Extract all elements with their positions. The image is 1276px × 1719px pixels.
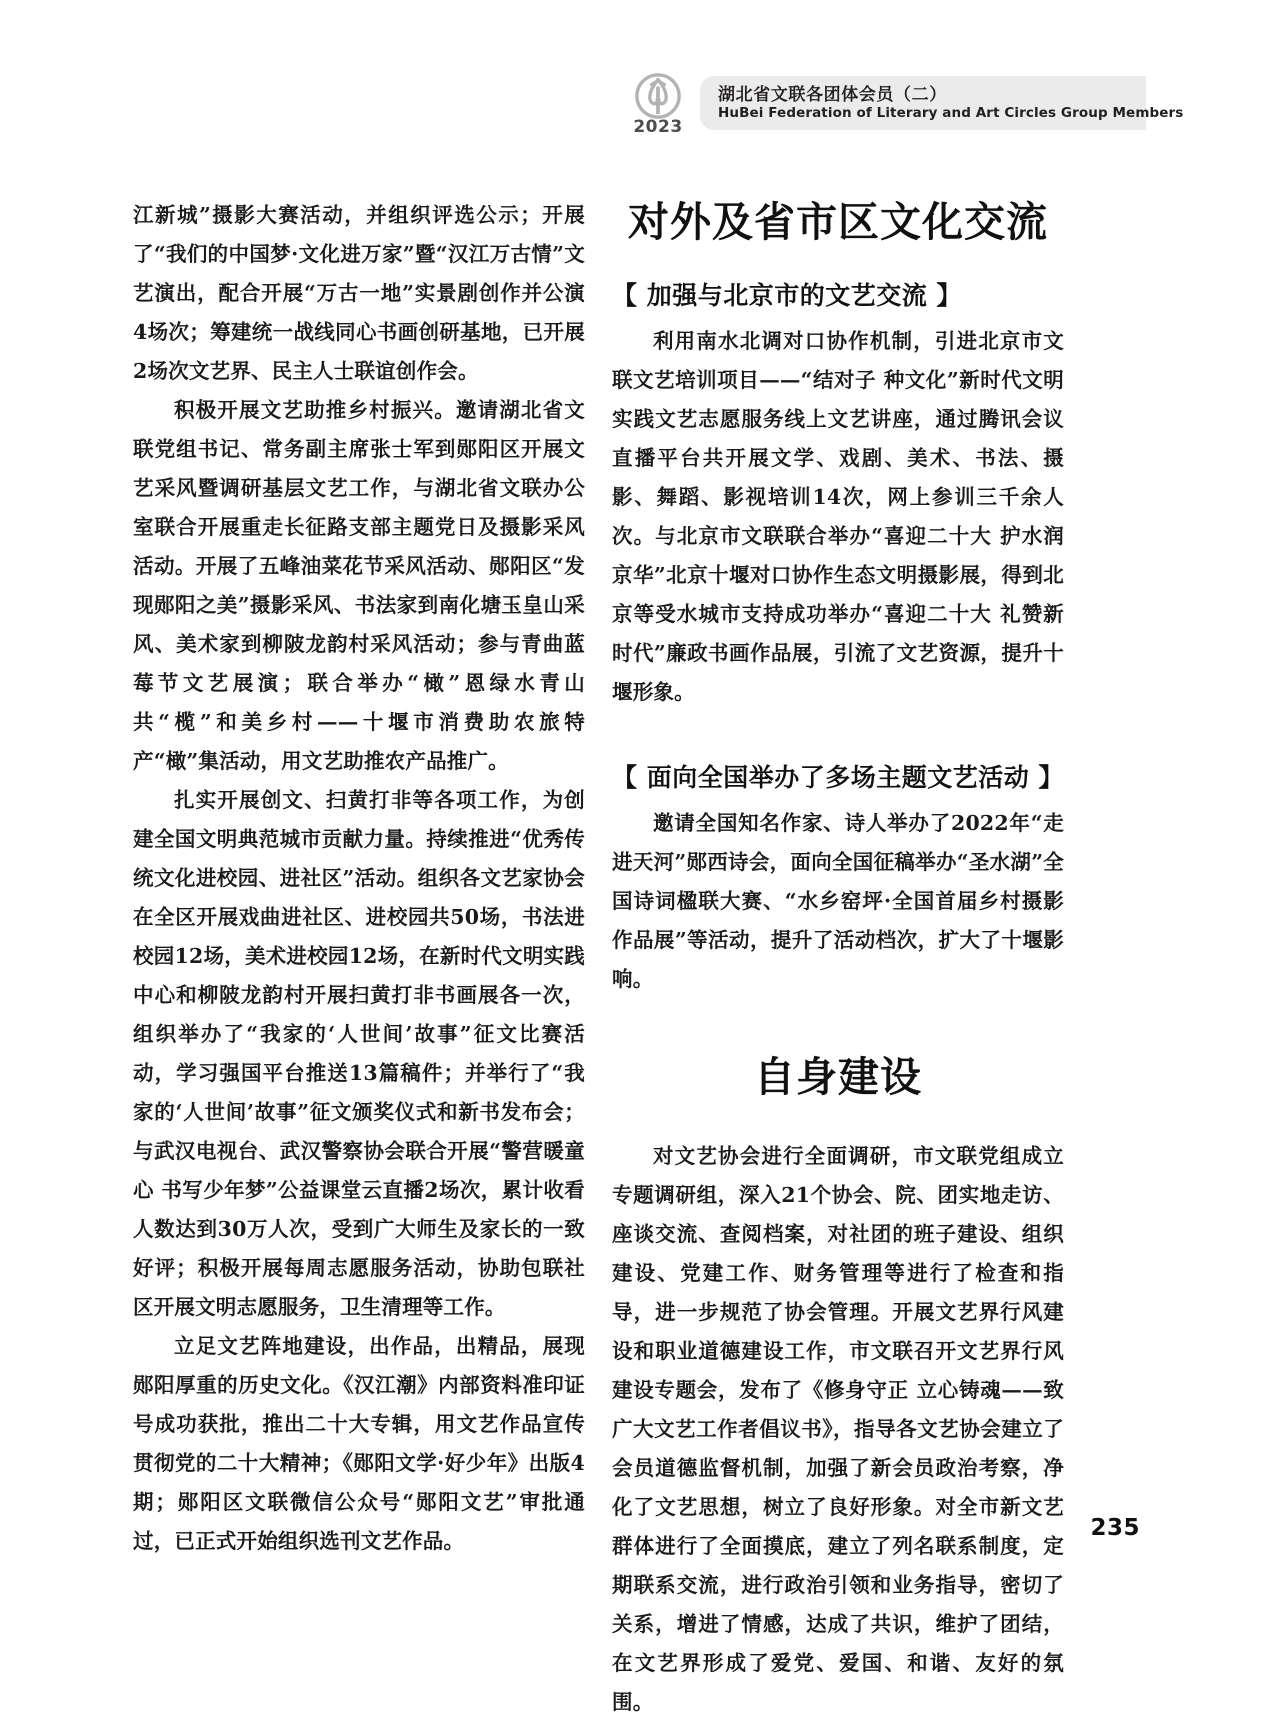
paragraph: 立足文艺阵地建设，出作品，出精品，展现郧阳厚重的历史文化。《汉江潮》内部资料准印证号成功获批，推出二十大专辑，用文艺作品宣传贯彻党的二十大精神；《郧阳文学·好少年》出版4期；郧阳区文联微信公众号“郧阳文艺”审批通过，已正式开始组织选刊文艺作品。 xyxy=(133,1334,585,1553)
header-logo xyxy=(626,72,696,138)
subsection-heading-beijing-exchange: 【 加强与北京市的文艺交流 】 xyxy=(612,281,962,310)
spacer xyxy=(612,712,1064,756)
paragraph: 对文艺协会进行全面调研，市文联党组成立专题调研组，深入21个协会、院、团实地走访、座谈交流、查阅档案，对社团的班子建设、组织建设、党建工作、财务管理等进行了检查和指导，进一步规范了协会管理。开展文艺界行风建设和职业道德建设工作，市文联召开文艺界行风建设专题会，发布了《修身守正 立心铸魂——致广大文艺工作者倡议书》，指导各文艺协会建立了会员道德监督机制，加强了新会员政治考察，净化了文艺思想，树立了良好形象。对全市新文艺群体进行了全面摸底，建立了列名联系制度，定期联系交流，进行政治引领和业务指导，密切了关系，增进了情感，达成了共识，维护了团结，在文艺界形成了爱党、爱国、和谐、友好的氛围。 xyxy=(612,1144,1064,1714)
paragraph: 积极开展文艺助推乡村振兴。邀请湖北省文联党组书记、常务副主席张士军到郧阳区开展文艺采风暨调研基层文艺工作，与湖北省文联办公室联合开展重走长征路支部主题党日及摄影采风活动。开展了五峰油菜花节采风活动、郧阳区“发现郧阳之美”摄影采风、书法家到南化塘玉皇山采风、美术家到柳陂龙韵村采风活动；参与青曲蓝莓节文艺展演；联合举办“橄”恩绿水青山 共“榄”和美乡村——十堰市消费助农旅特产“橄”集活动，用文艺助推农产品推广。 xyxy=(133,398,585,773)
paragraph: 扎实开展创文、扫黄打非等各项工作，为创建全国文明典范城市贡献力量。持续推进“优秀传统文化进校园、进社区”活动。组织各文艺家协会在全区开展戏曲进社区、进校园共50场，书法进校园12场，美术进校园12场，在新时代文明实践中心和柳陂龙韵村开展扫黄打非书画展各一次，组织举办了“我家的‘人世间’故事”征文比赛活动，学习强国平台推送13篇稿件；并举行了“我家的‘人世间’故事”征文颁奖仪式和新书发布会；与武汉电视台、武汉警察协会联合开展“警营暖童心 书写少年梦”公益课堂云直播2场次，累计收看人数达到30万人次，受到广大师生及家长的一致好评；积极开展每周志愿服务活动，协助包联社区开展文明志愿服务，卫生清理等工作。 xyxy=(133,788,585,1319)
right-column xyxy=(612,196,1064,1719)
paragraph: 邀请全国知名作家、诗人举办了2022年“走进天河”郧西诗会，面向全国征稿举办“圣水湖”全国诗词楹联大赛、“水乡窑坪·全国首届乡村摄影作品展”等活动，提升了活动档次，扩大了十堰影响。 xyxy=(612,811,1064,991)
page-number: 235 xyxy=(1090,1515,1140,1541)
hubei-federation-emblem-icon xyxy=(634,72,682,120)
header-title-english: HuBei Federation of Literary and Art Circles Group Members xyxy=(718,105,1184,121)
paragraph: 江新城”摄影大赛活动，并组织评选公示；开展了“我们的中国梦·文化进万家”暨“汉江万古情”文艺演出，配合开展“万古一地”实景剧创作并公演4场次；筹建统一战线同心书画创研基地，已开展2场次文艺界、民主人士联谊创作会。 xyxy=(133,203,585,383)
header-title-chinese: 湖北省文联各团体会员（二） xyxy=(718,85,947,105)
paragraph: 利用南水北调对口协作机制，引进北京市文联文艺培训项目——“结对子 种文化”新时代文明实践文艺志愿服务线上文艺讲座，通过腾讯会议直播平台共开展文学、戏剧、美术、书法、摄影、舞蹈、影视培训14次，网上参训三千余人次。与北京市文联联合举办“喜迎二十大 护水润京华”北京十堰对口协作生态文明摄影展，得到北京等受水城市支持成功举办“喜迎二十大 礼赞新时代”廉政书画作品展，引流了文艺资源，提升十堰形象。 xyxy=(612,329,1064,704)
section-heading-cultural-exchange: 对外及省市区文化交流 xyxy=(628,198,1048,246)
subsection-heading-national-activities: 【 面向全国举办了多场主题文艺活动 】 xyxy=(612,763,1064,792)
header-logo-year: 2023 xyxy=(633,117,683,137)
section-heading-self-construction: 自身建设 xyxy=(754,1053,922,1101)
left-column xyxy=(133,196,585,1561)
running-header xyxy=(626,72,1184,137)
